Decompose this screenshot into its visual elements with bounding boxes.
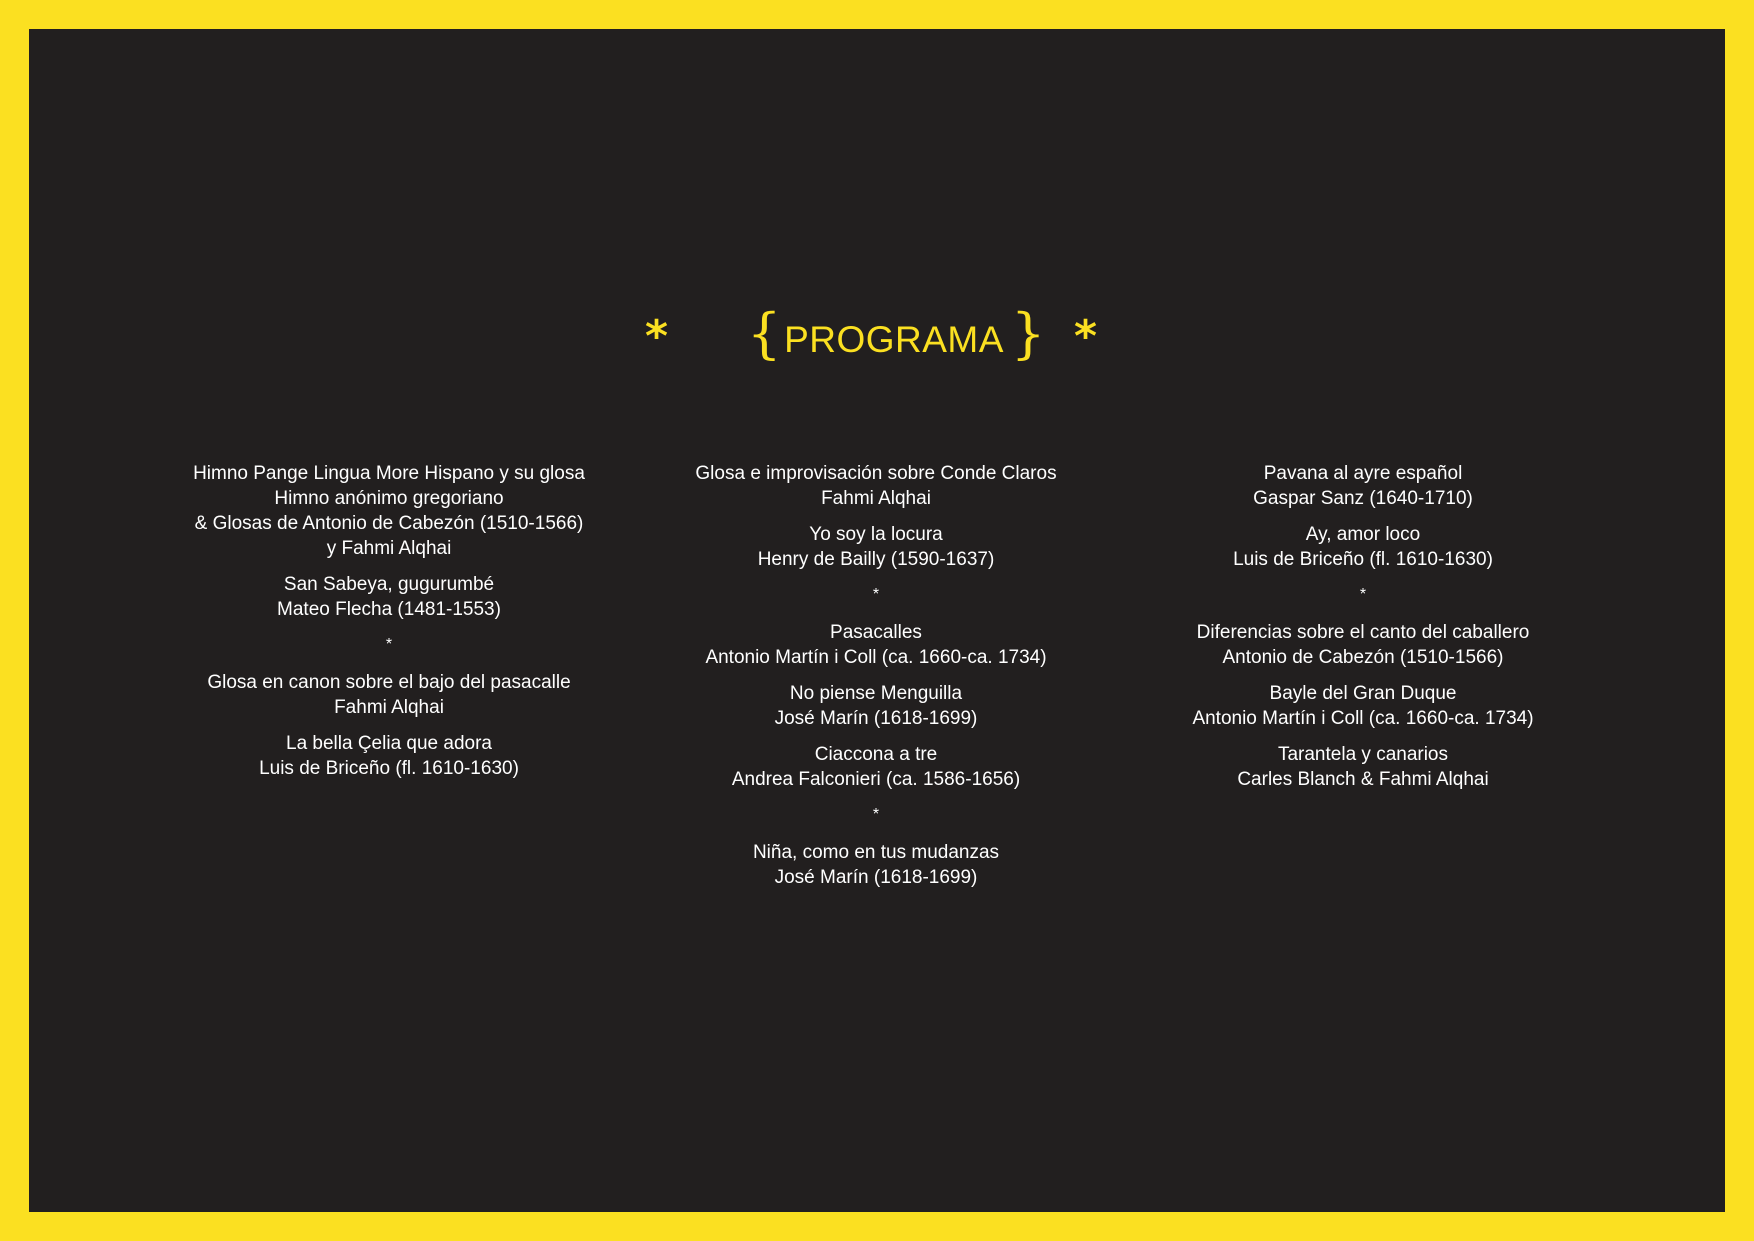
piece-credit: Henry de Bailly (1590-1637) [757, 549, 995, 570]
programme-column-1 [159, 461, 619, 792]
programme-item [646, 620, 1106, 670]
piece-title: Glosa e improvisación sobre Conde Claros [695, 463, 1057, 484]
dark-panel [29, 29, 1725, 1212]
piece-title: Pavana al ayre español [1263, 463, 1463, 484]
piece-title: Pasacalles [830, 622, 922, 643]
programme-column-3 [1133, 461, 1593, 803]
programme-item [646, 742, 1106, 792]
programme-item [159, 670, 619, 720]
piece-title: La bella Çelia que adora [286, 733, 492, 754]
programme-item [159, 572, 619, 622]
piece-title: Diferencias sobre el canto del caballero [1196, 622, 1530, 643]
programme-item [646, 461, 1106, 511]
left-brace-ornament: { [747, 302, 782, 365]
section-separator-asterisk: * [872, 806, 880, 823]
piece-credit: & Glosas de Antonio de Cabezón (1510-1566) [194, 513, 584, 534]
piece-title: San Sabeya, gugurumbé [283, 574, 495, 595]
piece-credit: Carles Blanch & Fahmi Alqhai [1237, 769, 1489, 790]
piece-title: Niña, como en tus mudanzas [752, 842, 1000, 863]
piece-credit: Fahmi Alqhai [821, 488, 931, 509]
piece-credit: Gaspar Sanz (1640-1710) [1253, 488, 1473, 509]
page-title: PROGRAMA [784, 319, 1004, 360]
piece-credit: Mateo Flecha (1481-1553) [277, 599, 501, 620]
programme-item [1133, 522, 1593, 572]
programme-column-2 [646, 461, 1106, 901]
programme-item [1133, 620, 1593, 670]
piece-credit: Luis de Briceño (fl. 1610-1630) [259, 758, 519, 779]
right-brace-ornament: } [1011, 302, 1046, 365]
section-separator-asterisk: * [872, 586, 880, 603]
piece-credit: José Marín (1618-1699) [774, 867, 978, 888]
programme-item [1133, 742, 1593, 792]
piece-credit: Antonio de Cabezón (1510-1566) [1222, 647, 1504, 668]
piece-credit: Antonio Martín i Coll (ca. 1660-ca. 1734) [1192, 708, 1534, 729]
programme-item [159, 461, 619, 561]
programme-header [29, 299, 1725, 379]
piece-credit: y Fahmi Alqhai [326, 538, 452, 559]
piece-title: Himno Pange Lingua More Hispano y su glosa [193, 463, 585, 484]
asterisk-ornament-left-icon: * [645, 311, 669, 362]
piece-title: Yo soy la locura [809, 524, 943, 545]
piece-credit: Andrea Falconieri (ca. 1586-1656) [731, 769, 1021, 790]
piece-title: Tarantela y canarios [1277, 744, 1449, 765]
piece-title: No piense Menguilla [789, 683, 963, 704]
piece-title: Glosa en canon sobre el bajo del pasacalle [207, 672, 571, 693]
section-separator-asterisk: * [385, 636, 393, 653]
programme-item [646, 522, 1106, 572]
programme-item [1133, 461, 1593, 511]
piece-title: Ciaccona a tre [814, 744, 938, 765]
piece-credit: José Marín (1618-1699) [774, 708, 978, 729]
programme-item [1133, 681, 1593, 731]
piece-title: Bayle del Gran Duque [1269, 683, 1457, 704]
piece-credit: Luis de Briceño (fl. 1610-1630) [1233, 549, 1493, 570]
piece-credit: Himno anónimo gregoriano [274, 488, 504, 509]
asterisk-ornament-right-icon: * [1074, 311, 1098, 362]
programme-item [646, 681, 1106, 731]
programme-item [646, 840, 1106, 890]
section-separator-asterisk: * [1359, 586, 1367, 603]
piece-title: Ay, amor loco [1305, 524, 1421, 545]
piece-credit: Fahmi Alqhai [334, 697, 444, 718]
programme-item [159, 731, 619, 781]
piece-credit: Antonio Martín i Coll (ca. 1660-ca. 1734) [705, 647, 1047, 668]
